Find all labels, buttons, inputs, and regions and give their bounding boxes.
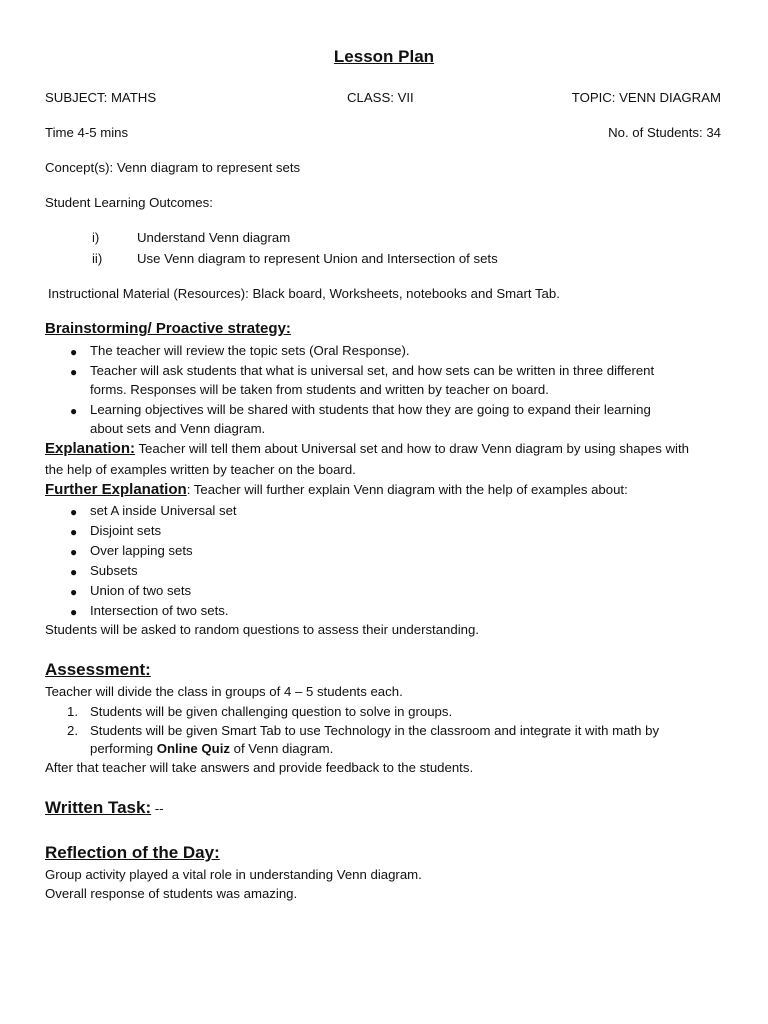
assessment-heading: Assessment: <box>45 660 151 679</box>
list-item: Subsets <box>90 563 138 578</box>
bullet-icon: ● <box>70 565 78 579</box>
continuation-text: performing <box>90 741 157 756</box>
further-closing: Students will be asked to random questions to assess their understanding. <box>45 622 479 637</box>
further-text: : Teacher will further explain Venn diagram with the help of examples about: <box>186 482 628 497</box>
list-item: Learning objectives will be shared with students that how they are going to expand their learning <box>90 402 651 417</box>
concepts-line: Concept(s): Venn diagram to represent sets <box>45 160 301 175</box>
materials-line: Instructional Material (Resources): Black board, Worksheets, notebooks and Smart Tab. <box>48 286 560 301</box>
item-number: 1. <box>67 704 78 719</box>
list-item: Students will be given Smart Tab to use Technology in the classroom and integrate it with math by <box>90 723 660 738</box>
written-task-value: -- <box>151 801 164 816</box>
page-title: Lesson Plan <box>333 47 435 66</box>
list-item: The teacher will review the topic sets (Oral Response). <box>90 343 410 358</box>
bullet-icon: ● <box>70 585 78 599</box>
list-item-continuation: about sets and Venn diagram. <box>90 421 266 436</box>
explanation-continuation: the help of examples written by teacher on the board. <box>45 462 356 477</box>
list-item-continuation: forms. Responses will be taken from students and written by teacher on board. <box>90 382 549 397</box>
list-item: Intersection of two sets. <box>90 603 229 618</box>
assessment-closing: After that teacher will take answers and provide feedback to the students. <box>45 760 474 775</box>
outcome-text: Use Venn diagram to represent Union and Intersection of sets <box>137 251 498 266</box>
continuation-text: of Venn diagram. <box>229 741 334 756</box>
bullet-icon: ● <box>70 545 78 559</box>
outcome-number: i) <box>92 230 100 245</box>
bullet-icon: ● <box>70 505 78 519</box>
written-task-line <box>45 798 164 818</box>
reflection-heading: Reflection of the Day: <box>45 843 220 862</box>
online-quiz-text: Online Quiz <box>156 741 230 756</box>
outcome-text: Understand Venn diagram <box>137 230 291 245</box>
list-item-continuation <box>90 741 333 756</box>
list-item: Teacher will ask students that what is universal set, and how sets can be written in three different <box>90 363 655 378</box>
bullet-icon: ● <box>70 605 78 619</box>
explanation-text: Teacher will tell them about Universal set and how to draw Venn diagram by using shapes with <box>135 441 689 456</box>
brainstorm-heading: Brainstorming/ Proactive strategy: <box>45 320 291 337</box>
assessment-intro: Teacher will divide the class in groups of 4 – 5 students each. <box>45 684 403 699</box>
bullet-icon: ● <box>70 525 78 539</box>
bullet-icon: ● <box>70 365 78 379</box>
reflection-line: Group activity played a vital role in understanding Venn diagram. <box>45 867 422 882</box>
list-item: Students will be given challenging question to solve in groups. <box>90 704 453 719</box>
list-item: Disjoint sets <box>90 523 162 538</box>
class-label: CLASS: VII <box>347 90 414 105</box>
time-label: Time 4-5 mins <box>45 125 129 140</box>
reflection-line: Overall response of students was amazing. <box>45 886 298 901</box>
further-heading: Further Explanation <box>45 481 187 498</box>
list-item: Union of two sets <box>90 583 192 598</box>
list-item: Over lapping sets <box>90 543 193 558</box>
outcome-number: ii) <box>92 251 103 266</box>
explanation-line <box>45 440 689 457</box>
students-count: No. of Students: 34 <box>608 125 721 140</box>
explanation-heading: Explanation: <box>45 440 136 457</box>
list-item: set A inside Universal set <box>90 503 237 518</box>
further-line <box>45 481 628 498</box>
topic-label: TOPIC: VENN DIAGRAM <box>571 90 721 105</box>
bullet-icon: ● <box>70 404 78 418</box>
slo-heading: Student Learning Outcomes: <box>45 195 213 210</box>
item-number: 2. <box>67 723 78 738</box>
written-task-heading: Written Task: <box>45 798 152 817</box>
bullet-icon: ● <box>70 345 78 359</box>
subject-label: SUBJECT: MATHS <box>45 90 157 105</box>
